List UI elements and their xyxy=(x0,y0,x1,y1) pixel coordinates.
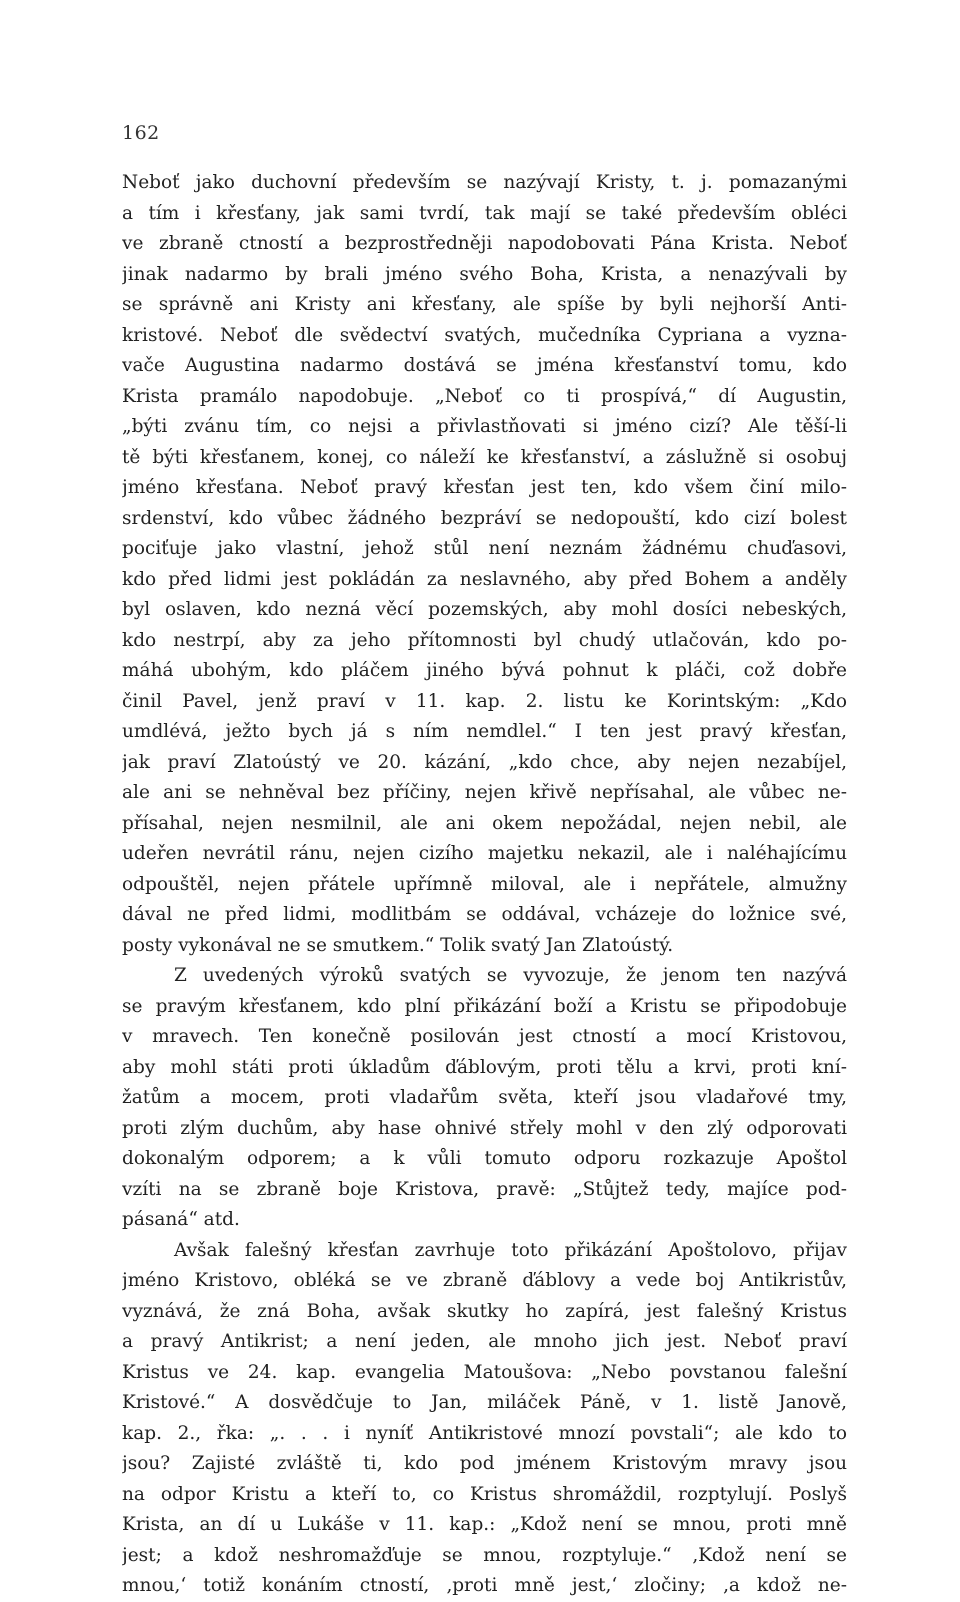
body-text xyxy=(122,168,847,1602)
text-line: máhá ubohým, kdo pláčem jiného bývá pohnut k pláči, což dobře xyxy=(122,660,847,681)
text-line: kap. 2., řka: „. . . i nyníť Antikristové mnozí povstali“; ale kdo to xyxy=(122,1422,847,1444)
text-line: jsou? Zajisté zvláště ti, kdo pod jménem Kristovým mravy jsou xyxy=(122,1453,847,1474)
text-line: udeřen nevrátil ránu, nejen cizího majetku nekazil, ale i naléhajícímu xyxy=(122,843,847,864)
text-line: Neboť jako duchovní především se nazývají Kristy, t. j. pomazanými xyxy=(122,172,847,193)
text-line: kristové. Neboť dle svědectví svatých, mučedníka Cypriana a vyzna- xyxy=(122,324,847,346)
text-line: v mravech. Ten konečně posilován jest ctností a mocí Kristovou, xyxy=(122,1026,847,1047)
text-line: jinak nadarmo by brali jméno svého Boha, Krista, a nenazývali by xyxy=(122,263,847,285)
text-line: a pravý Antikrist; a není jeden, ale mnoho jich jest. Neboť praví xyxy=(122,1331,847,1352)
text-line: Krista pramálo napodobuje. „Neboť co ti prospívá,“ dí Augustin, xyxy=(122,385,847,407)
text-line: ale ani se nehněval bez příčiny, nejen křivě nepřísahal, ale vůbec ne- xyxy=(122,782,847,803)
text-line: tě býti křesťanem, konej, co náleží ke křesťanství, a záslužně si osobuj xyxy=(122,446,847,468)
text-line: se správně ani Kristy ani křesťany, ale spíše by byli nejhorší Anti- xyxy=(122,294,847,315)
text-line: „býti zvánu tím, co nejsi a přivlastňovati si jméno cizí? Ale těší-li xyxy=(122,416,847,437)
text-line: kdo nestrpí, aby za jeho přítomnosti byl chudý utlačován, kdo po- xyxy=(122,629,847,651)
text-line: Z uvedených výroků svatých se vyvozuje, že jenom ten nazývá xyxy=(174,965,847,986)
text-line: umdlévá, ježto bych já s ním nemdlel.“ I ten jest pravý křesťan, xyxy=(122,721,847,742)
text-line: jest; a kdož neshromažďuje se mnou, rozptyluje.“ ‚Kdož není se xyxy=(122,1544,847,1566)
page-number: 162 xyxy=(122,122,160,144)
text-line: aby mohl státi proti úkladům ďáblovým, proti tělu a krvi, proti kní- xyxy=(122,1056,847,1078)
text-line: mnou,‘ totiž konáním ctností, ‚proti mně jest,‘ zločiny; ‚a kdož ne- xyxy=(122,1575,847,1596)
text-line: jméno Kristovo, obléká se ve zbraně ďáblovy a vede boj Antikristův, xyxy=(122,1270,847,1291)
text-line: se pravým křesťanem, kdo plní přikázání boží a Kristu se připodobuje xyxy=(122,995,847,1017)
text-line: Avšak falešný křesťan zavrhuje toto přikázání Apoštolovo, přijav xyxy=(174,1239,847,1261)
text-line: odpouštěl, nejen přátele upřímně miloval, ale i nepřátele, almužny xyxy=(122,873,847,895)
text-line: žatům a mocem, proti vladařům světa, kteří jsou vladařové tmy, xyxy=(122,1087,847,1108)
text-line: pociťuje jako vlastní, jehož stůl není neznám žádnému chuďasovi, xyxy=(122,538,847,559)
text-line: ve zbraně ctností a bezprostředněji napodobovati Pána Krista. Neboť xyxy=(122,233,847,254)
text-line: jméno křesťana. Neboť pravý křesťan jest ten, kdo všem činí milo- xyxy=(122,477,847,498)
text-line: proti zlým duchům, aby hase ohnivé střely mohl v den zlý odporovati xyxy=(122,1117,847,1139)
text-line: vače Augustina nadarmo dostává se jména křesťanství tomu, kdo xyxy=(122,355,847,376)
text-line: přísahal, nejen nesmilnil, ale ani okem nepožádal, nejen nebil, ale xyxy=(122,812,847,834)
text-line: dával ne před lidmi, modlitbám se oddával, vcházeje do ložnice své, xyxy=(122,904,847,925)
text-line: Krista, an dí u Lukáše v 11. kap.: „Kdož není se mnou, proti mně xyxy=(122,1514,847,1535)
text-line: kdo před lidmi jest pokládán za neslavného, aby před Bohem a anděly xyxy=(122,568,847,590)
text-line: vyznává, že zná Boha, avšak skutky ho zapírá, jest falešný Kristus xyxy=(122,1300,847,1322)
text-line: pásaná“ atd. xyxy=(122,1209,240,1230)
text-line: byl oslaven, kdo nezná věcí pozemských, aby mohl dosíci nebeských, xyxy=(122,599,847,620)
text-line: a tím i křesťany, jak sami tvrdí, tak mají se také především obléci xyxy=(122,202,847,224)
text-line: Kristové.“ A dosvědčuje to Jan, miláček Páně, v 1. listě Janově, xyxy=(122,1392,847,1413)
text-line: na odpor Kristu a kteří to, co Kristus shromáždil, rozptylují. Poslyš xyxy=(122,1483,847,1505)
text-line: jak praví Zlatoústý ve 20. kázání, „kdo chce, aby nejen nezabíjel, xyxy=(122,751,847,773)
text-line: dokonalým odporem; a k vůli tomuto odporu rozkazuje Apoštol xyxy=(122,1148,847,1169)
text-line: posty vykonával ne se smutkem.“ Tolik svatý Jan Zlatoústý. xyxy=(122,934,674,956)
text-line: činil Pavel, jenž praví v 11. kap. 2. listu ke Korintským: „Kdo xyxy=(122,690,847,712)
text-line: srdenství, kdo vůbec žádného bezpráví se nedopouští, kdo cizí bolest xyxy=(122,507,847,529)
text-line: vzíti na se zbraně boje Kristova, pravě: „Stůjtež tedy, majíce pod- xyxy=(122,1178,847,1200)
text-line: Kristus ve 24. kap. evangelia Matoušova: „Nebo povstanou falešní xyxy=(122,1361,847,1383)
